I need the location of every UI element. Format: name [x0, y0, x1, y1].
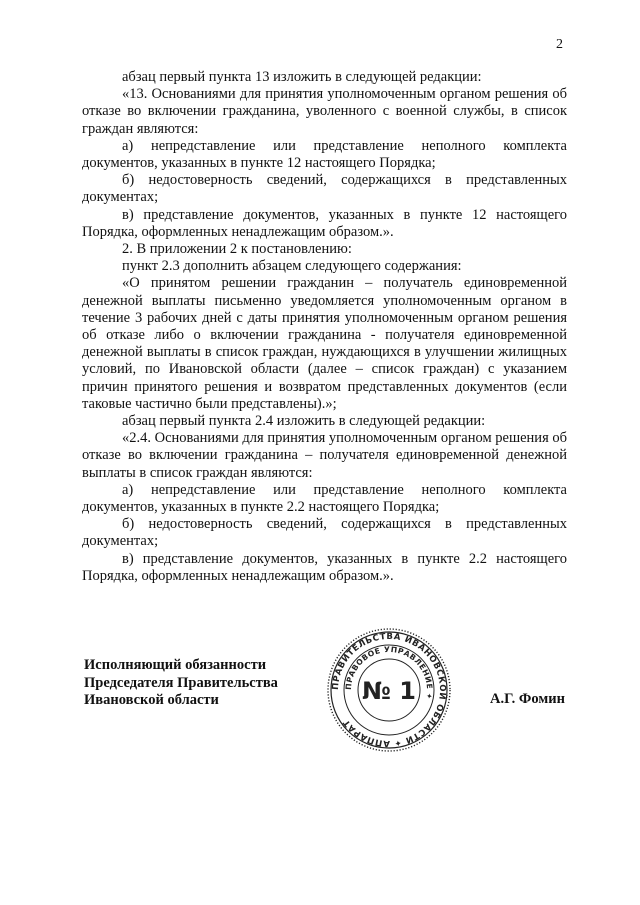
document-body: [82, 69, 567, 585]
page-number: 2: [556, 37, 563, 52]
signature-title: [84, 657, 278, 710]
signature-line: Ивановской области: [84, 692, 219, 708]
paragraph: а) непредставление или представление неполного комплекта документов, указанных в пункте 12 настоящего Порядка;: [82, 137, 567, 172]
svg-text:№ 1: № 1: [362, 677, 416, 705]
paragraph: б) недостоверность сведений, содержащихся в представленных документах;: [82, 172, 567, 206]
seal-icon: [325, 626, 453, 754]
paragraph: абзац первый пункта 2.4 изложить в следующей редакции:: [122, 413, 486, 430]
official-seal: [325, 626, 453, 754]
paragraph: б) недостоверность сведений, содержащихся в представленных документах;: [82, 516, 567, 550]
signature-line: Председателя Правительства: [84, 674, 278, 691]
signature-line: Исполняющий обязанности: [84, 657, 267, 673]
signer-name: А.Г. Фомин: [490, 691, 565, 707]
paragraph: в) представление документов, указанных в пункте 12 настоящего Порядка, оформленных ненадлежащим образом.».: [82, 206, 567, 240]
paragraph: пункт 2.3 дополнить абзацем следующего содержания:: [122, 258, 462, 275]
paragraph: «О принятом решении гражданин – получатель единовременной денежной выплаты письменно уведомляется уполномоченным органом в течение 3 рабочих дней с даты принятия уполномоченным органом решения об отказе либо о включении гражданина - получателя единовременной денежной выплаты в список граждан, нуждающихся в улучшении жилищных условий, по Ивановской области (далее – список граждан) с указанием причин принятого решения и возвратом представленных документов (если таковые частично были представлены).»;: [82, 275, 567, 412]
paragraph: в) представление документов, указанных в пункте 2.2 настоящего Порядка, оформленных ненадлежащим образом.».: [82, 550, 567, 584]
paragraph: «13. Основаниями для принятия уполномоченным органом решения об отказе во включении гражданина, уволенного с военной службы, в список граждан являются:: [82, 86, 567, 137]
paragraph: 2. В приложении 2 к постановлению:: [122, 241, 352, 258]
svg-text:ПРАВОВОЕ УПРАВЛЕНИЕ ✦: ПРАВОВОЕ УПРАВЛЕНИЕ ✦: [343, 644, 435, 701]
paragraph: «2.4. Основаниями для принятия уполномоченным органом решения об отказе во включении гражданина – получателя единовременной денежной выплаты в список граждан являются:: [82, 430, 567, 481]
paragraph: а) непредставление или представление неполного комплекта документов, указанных в пункте 2.2 настоящего Порядка;: [82, 481, 567, 516]
svg-text:ПРАВИТЕЛЬСТВА ИВАНОВСКОЙ ОБЛАС: ПРАВИТЕЛЬСТВА ИВАНОВСКОЙ ОБЛАСТИ ✦ АППАРАТ: [330, 631, 448, 749]
paragraph: абзац первый пункта 13 изложить в следующей редакции:: [122, 69, 482, 85]
